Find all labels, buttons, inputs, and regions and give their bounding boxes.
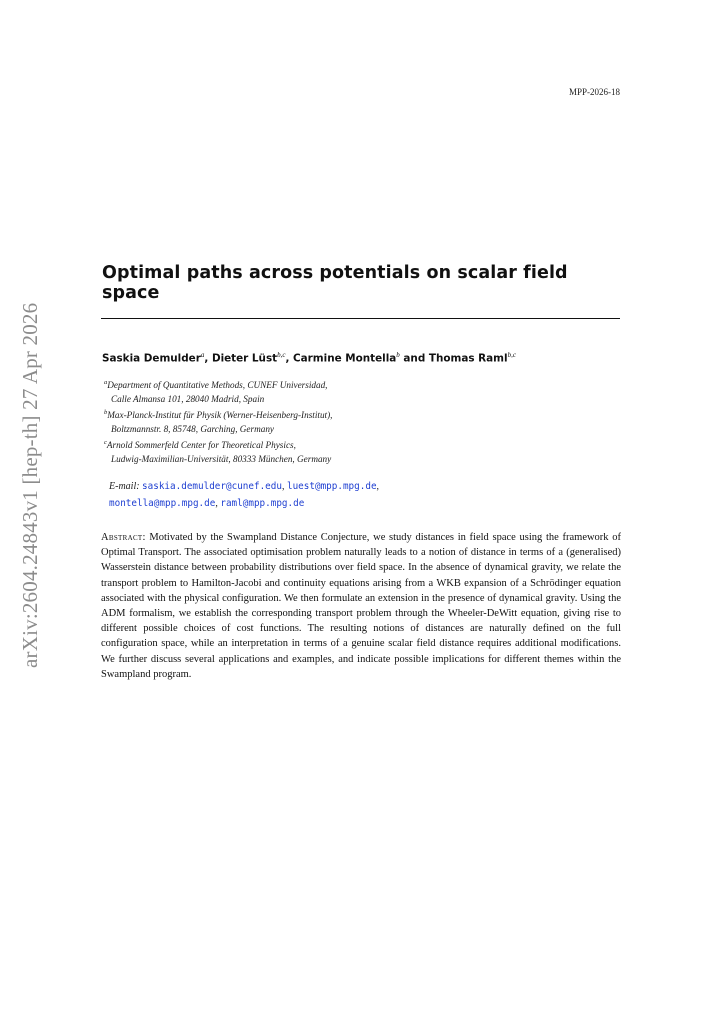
abstract-text: Motivated by the Swampland Distance Conjecture, we study distances in field space using the framework of Optimal Transport. The associated optimisation problem naturally leads to a notion of distance in terms of a (generalised) Wasserstein distance between probability distributions over field space. In the absence of dynamical gravity, we relate the transport problem to Hamilton-Jacobi and continuity equations arising from a WKB expansion of a Schrödinger equation associated with the physical configuration. We then formulate an extension in the presence of dynamical gravity. Using the ADM formalism, we establish the corresponding transport problem through the Wheeler-DeWitt equation, giving rise to different possible choices of cost functions. The resulting notions of distances are naturally defined on the full configuration space, while an interpretation in terms of a genuine scalar field distance requires additional modifications. We further discuss several applications and examples, and indicate possible implications for different themes within the Swampland program. [101,532,621,680]
author-name: Dieter Lüst [211,352,278,365]
title-divider [101,318,620,319]
author-affiliation-mark: b [396,351,400,359]
affiliation-a-address: Calle Almansa 101, 28040 Madrid, Spain [111,393,265,404]
affiliations [104,376,614,466]
author-name: Thomas Raml [428,352,508,365]
author-affiliation-mark: b,c [507,351,516,359]
author-affiliation-mark: a [200,351,205,359]
abstract-heading: Abstract: [101,532,146,543]
author-list: Saskia Demulder$^a$, Dieter Lüst$^{b,c}$, Carmine Montella$^b$ and Thomas Raml$^{b,c}$ [102,351,516,365]
abstract [101,530,621,682]
email-link[interactable]: saskia.demulder@cunef.edu [142,481,282,492]
email-link[interactable]: montella@mpp.mpg.de [109,498,216,509]
email-block: E-mail: saskia.demulder@cunef.edu, luest@mpp.mpg.de, montella@mpp.mpg.de, raml@mpp.mpg.de [109,481,380,509]
affiliation-a: $^a$Department of Quantitative Methods, CUNEF Universidad, [104,379,328,391]
author-affiliation-mark: b,c [277,351,286,359]
email-label: E-mail: [109,481,140,492]
affiliation-b-address: Boltzmannstr. 8, 85748, Garching, Germany [111,423,274,434]
paper-title: Optimal paths across potentials on scalar field space [102,263,568,303]
email-link[interactable]: raml@mpp.mpg.de [220,498,305,509]
email-link[interactable]: luest@mpp.mpg.de [286,481,377,492]
affiliation-c-address: Ludwig-Maximilian-Universität, 80333 München, Germany [111,453,332,464]
preprint-number: MPP-2026-18 [568,87,620,97]
arxiv-identifier-stamp[interactable]: arXiv:2604.24843v1 [hep-th] 27 Apr 2026 [18,302,42,668]
affiliation-b: $^b$Max-Planck-Institut für Physik (Werner-Heisenberg-Institut), [104,409,333,421]
author-name: Carmine Montella [293,352,397,365]
affiliation-c: $^c$Arnold Sommerfeld Center for Theoretical Physics, [104,439,296,451]
author-name: Saskia Demulder [102,352,201,365]
